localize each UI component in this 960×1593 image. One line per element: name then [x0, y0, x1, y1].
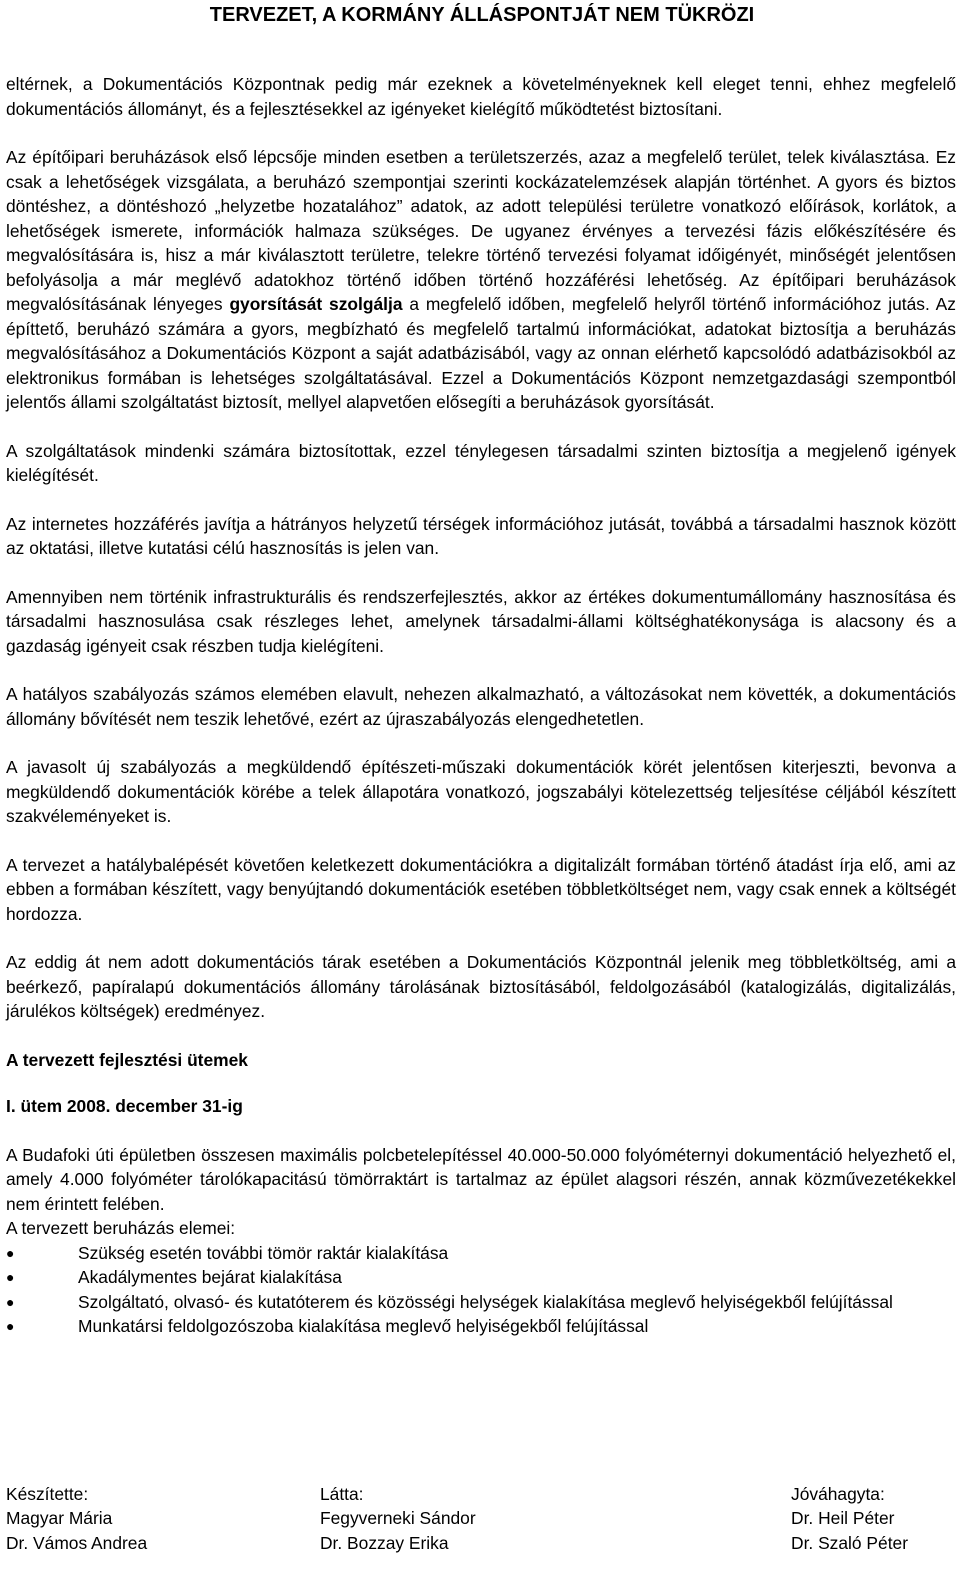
signature-label: Látta: [320, 1484, 364, 1504]
bullet-icon: ● [6, 1318, 15, 1334]
signature-prepared [6, 1482, 147, 1555]
page-header: TERVEZET, A KORMÁNY ÁLLÁSPONTJÁT NEM TÜKRÖZI [209, 4, 755, 26]
list-item [6, 1265, 956, 1290]
phase-heading: I. ütem 2008. december 31-ig [6, 1096, 243, 1116]
section-heading: A tervezett fejlesztési ütemek [6, 1049, 248, 1070]
list-item-text: Munkatársi feldolgozószoba kialakítása meglevő helyiségekből felújítással [78, 1316, 649, 1336]
list-item-text: Szükség esetén további tömör raktár kialakítása [78, 1242, 449, 1263]
list-item-text: Akadálymentes bejárat kialakítása [78, 1267, 342, 1287]
bullet-icon: ● [6, 1293, 15, 1310]
paragraph: Az internetes hozzáférés javítja a hátrányos helyzetű térségek információhoz jutását, továbbá a társadalmi hasznok között az oktatási, illetve kutatási célú hasznosítás is jelen van. [6, 513, 956, 558]
emphasis-text: gyorsítását szolgálja [229, 294, 403, 314]
document-body [6, 72, 956, 1339]
signatory-name: Dr. Heil Péter [791, 1508, 895, 1529]
signature-label: Készítette: [6, 1484, 89, 1504]
paragraph: A Budafoki úti épületben összesen maximális polcbetelepítéssel 40.000-50.000 folyóméternyi dokumentáció helyezhető el, amely 4.000 folyóméter tárolókapacitású tömörraktárt is tartalmaz az épület alagsori részén, annak közművezetékekkel nem érintett felében. [6, 1144, 956, 1214]
signature-seen [320, 1482, 476, 1555]
paragraph: A tervezet a hatálybalépését követően keletkezett dokumentációkra a digitalizált formában történő átadást írja elő, ami az ebben a formában készített, vagy benyújtandó dokumentációk esetében többletköltséget nem, vagy csak ennek a költségét hordozza. [6, 854, 956, 924]
paragraph-text: Az építőipari beruházások első lépcsője minden esetben a területszerzés, azaz a megfelelő terület, telek kiválasztása. Ez csak a lehetőségek vizsgálata, a beruházó szempontjai szerinti kockázatelemzések alapján történhet. A gyors és biztos döntéshez, a döntéshozó „helyzetbe hozatalához” adatok, az adott települési területre vonatkozó előírások, korlátok, a lehetőségek ismerete, információk halmaza szükséges. De ugyanez érvényes a tervezési fázis előkészítésére és megvalósítására is, hisz a már kiválasztott területre, telekre történő tervezési folyamat időigényét, minőségét jelentősen befolyásolja a már meglévő adatokhoz történő időben történő hozzáférési lehetőség. Az építőipari beruházások megvalósításának lényeges [6, 147, 956, 314]
bullet-list [6, 1241, 956, 1339]
signatory-name: Dr. Vámos Andrea [6, 1532, 148, 1553]
paragraph: A hatályos szabályozás számos elemében elavult, nehezen alkalmazható, a változásokat nem követték, a dokumentációs állomány bővítését nem teszik lehetővé, ezért az újraszabályozás elengedhetetlen. [6, 684, 956, 729]
paragraph: A szolgáltatások mindenki számára biztosítottak, ezzel ténylegesen társadalmi szinten biztosítja a megjelenő igények kielégítését. [6, 440, 956, 485]
signature-label: Jóváhagyta: [791, 1484, 885, 1504]
paragraph [6, 145, 956, 415]
signature-approved [791, 1482, 908, 1555]
signatory-name: Dr. Szaló Péter [791, 1532, 908, 1553]
signatory-name: Magyar Mária [6, 1508, 113, 1529]
paragraph: A javasolt új szabályozás a megküldendő építészeti-műszaki dokumentációk körét jelentősen kiterjeszti, bevonva a megküldendő dokumentációk körébe a telek állapotára vonatkozó, jogszabályi kötelezettség teljesítése céljából készített szakvéleményeket is. [6, 757, 956, 826]
signatory-name: Dr. Bozzay Erika [320, 1532, 449, 1553]
list-item-text: Szolgáltató, olvasó- és kutatóterem és közösségi helységek kialakítása meglevő helyiségekből felújítással [78, 1291, 893, 1312]
paragraph: Amennyiben nem történik infrastrukturális és rendszerfejlesztés, akkor az értékes dokumentumállomány hasznosítása és társadalmi hasznosulása csak részleges lehet, amelynek társadalmi-állami költséghatékonysága is alacsony és a gazdaság igényeit csak részben tudja kielégíteni. [6, 586, 956, 656]
bullet-icon: ● [6, 1244, 15, 1261]
paragraph-text: a megfelelő időben, megfelelő helyről történő információhoz jutás. Az építtető, beruházó számára a gyors, megbízható és megfelelő tartalmú információkat, adatokat biztosítja a beruházás megvalósításához a Dokumentációs Központ a saját adatbázisából, vagy az onnan elérhető kapcsolódó adatbázisokból az elektronikus formában is lehetséges szolgáltatásával. Ezzel a Dokumentációs Központ nemzetgazdasági szempontból jelentős állami szolgáltatást biztosít, mellyel alapvetően elősegíti a beruházások gyorsítását. [6, 294, 956, 412]
list-item [6, 1241, 956, 1266]
list-intro: A tervezett beruházás elemei: [6, 1218, 236, 1238]
paragraph: Az eddig át nem adott dokumentációs tárak esetében a Dokumentációs Központnál jelenik meg többletköltség, ami a beérkező, papíralapú dokumentációs állomány tárolásának biztosításából, feldolgozásából (katalogizálás, digitalizálás, járulékos költségek) eredményez. [6, 952, 956, 1021]
paragraph: eltérnek, a Dokumentációs Központnak pedig már ezeknek a követelményeknek kell eleget tenni, ehhez megfelelő dokumentációs állományt, és a fejlesztésekkel az igényeket kielégítő működtetést biztosítani. [6, 74, 956, 119]
list-item [6, 1314, 956, 1339]
bullet-icon: ● [6, 1269, 15, 1285]
signatory-name: Fegyverneki Sándor [320, 1508, 476, 1529]
list-item [6, 1290, 956, 1315]
